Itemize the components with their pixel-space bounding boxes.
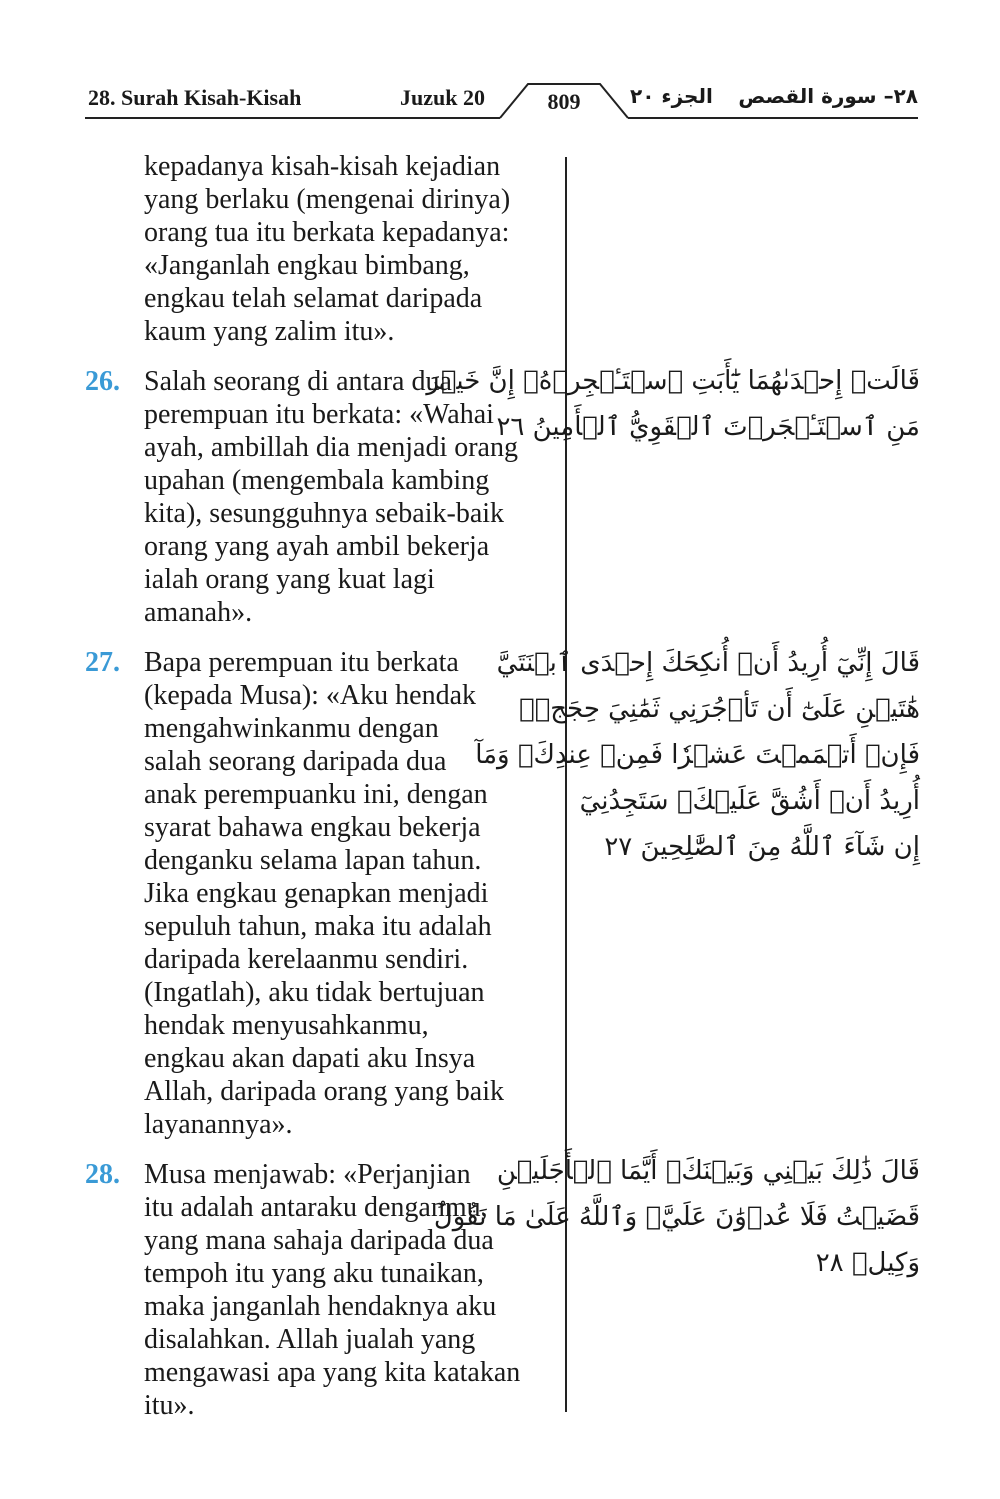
text-line: hendak menyusahkanmu, (144, 1010, 429, 1041)
text-line: anak perempuanku ini, dengan (144, 779, 488, 810)
juzuk-label: Juzuk 20 (400, 85, 485, 110)
arabic-line: قَالَتۡ إِحۡدَىٰهُمَا يَٰٓأَبَتِ ٱسۡتَـٔۡجِرۡهُۖ إِنَّ خَيۡرَ (426, 366, 920, 396)
text-line: Bapa perempuan itu berkata (144, 647, 459, 678)
verse-27-translation (85, 646, 555, 1141)
surah-title: 28. Surah Kisah-Kisah (88, 85, 302, 110)
text-line: maka janganlah hendaknya aku (144, 1291, 497, 1322)
verse-26-translation (85, 365, 555, 629)
text-line: yang mana sahaja daripada dua (144, 1225, 494, 1256)
arabic-line: إِن شَآءَ ٱللَّهُ مِنَ ٱلصَّٰلِحِينَ ٢٧ (604, 832, 920, 862)
text-line: kita), sesungguhnya sebaik-baik (144, 498, 505, 529)
arabic-line: هَٰتَيۡنِ عَلَىٰٓ أَن تَأۡجُرَنِي ثَمَٰنِيَ حِجَجٖۖ (519, 694, 920, 724)
arabic-verse-27 (475, 640, 920, 870)
verse-number: 27. (85, 647, 120, 678)
arabic-line: وَكِيلٞ ٢٨ (815, 1248, 920, 1278)
text-line: daripada kerelaanmu sendiri. (144, 944, 469, 975)
arabic-line: قَضَيۡتُ فَلَا عُدۡوَٰنَ عَلَيَّۖ وَٱللَّهُ عَلَىٰ مَا نَقُولُ (433, 1202, 920, 1232)
arabic-juz-label: الجزء ٢٠ (630, 84, 713, 108)
arabic-verse-26 (426, 358, 920, 450)
text-line: Musa menjawab: «Perjanjian (144, 1159, 471, 1190)
text-line: «Janganlah engkau bimbang, (144, 250, 470, 281)
arabic-line: قَالَ ذَٰلِكَ بَيۡنِي وَبَيۡنَكَۖ أَيَّمَا ٱلۡأَجَلَيۡنِ (496, 1156, 920, 1186)
text-line: engkau akan dapati aku Insya (144, 1043, 476, 1074)
verse-continuation (85, 150, 555, 348)
text-line: kaum yang zalim itu». (144, 316, 395, 347)
text-line: syarat bahawa engkau bekerja (144, 812, 481, 843)
text-line: itu». (144, 1390, 195, 1421)
arabic-line: مَنِ ٱسۡتَـٔۡجَرۡتَ ٱلۡقَوِيُّ ٱلۡأَمِينُ ٢٦ (496, 412, 920, 442)
arabic-line: قَالَ إِنِّيٓ أُرِيدُ أَنۡ أُنكِحَكَ إِحۡدَى ٱبۡنَتَيَّ (496, 648, 920, 678)
text-line: perempuan itu berkata: «Wahai (144, 399, 494, 430)
text-line: engkau telah selamat daripada (144, 283, 483, 314)
text-line: orang yang ayah ambil bekerja (144, 531, 490, 562)
arabic-surah-title: ٢٨– سورة القصص (738, 84, 918, 108)
text-line: layanannya». (144, 1109, 293, 1140)
text-line: mengawasi apa yang kita katakan (144, 1357, 521, 1388)
text-line: salah seorang daripada dua (144, 746, 447, 777)
text-line: (kepada Musa): «Aku hendak (144, 680, 477, 711)
text-line: itu adalah antaraku denganmu, (144, 1192, 488, 1223)
text-line: orang tua itu berkata kepadanya: (144, 217, 510, 248)
arabic-verse-28 (433, 1148, 920, 1286)
arabic-line: أُرِيدُ أَنۡ أَشُقَّ عَلَيۡكَۚ سَتَجِدُنِيٓ (579, 786, 920, 816)
arabic-line: فَإِنۡ أَتۡمَمۡتَ عَشۡرٗا فَمِنۡ عِندِكَۖ وَمَآ (475, 740, 920, 770)
text-line: mengahwinkanmu dengan (144, 713, 439, 744)
text-line: Salah seorang di antara dua (144, 366, 452, 397)
translation-column (85, 150, 555, 1439)
text-line: upahan (mengembala kambing (144, 465, 490, 496)
text-line: sepuluh tahun, maka itu adalah (144, 911, 492, 942)
text-line: amanah». (144, 597, 253, 628)
page-number: 809 (547, 89, 581, 114)
text-line: Allah, daripada orang yang baik (144, 1076, 504, 1107)
text-line: yang berlaku (mengenai dirinya) (144, 184, 511, 215)
text-line: disalahkan. Allah jualah yang (144, 1324, 476, 1355)
page-header (0, 0, 1000, 130)
text-line: denganku selama lapan tahun. (144, 845, 482, 876)
text-line: kepadanya kisah-kisah kejadian (144, 151, 501, 182)
text-line: ayah, ambillah dia menjadi orang (144, 432, 518, 463)
text-line: (Ingatlah), aku tidak bertujuan (144, 977, 485, 1008)
verse-number: 26. (85, 366, 120, 397)
text-line: ialah orang yang kuat lagi (144, 564, 435, 595)
verse-number: 28. (85, 1159, 120, 1190)
text-line: Jika engkau genapkan menjadi (144, 878, 489, 909)
text-line: tempoh itu yang aku tunaikan, (144, 1258, 484, 1289)
